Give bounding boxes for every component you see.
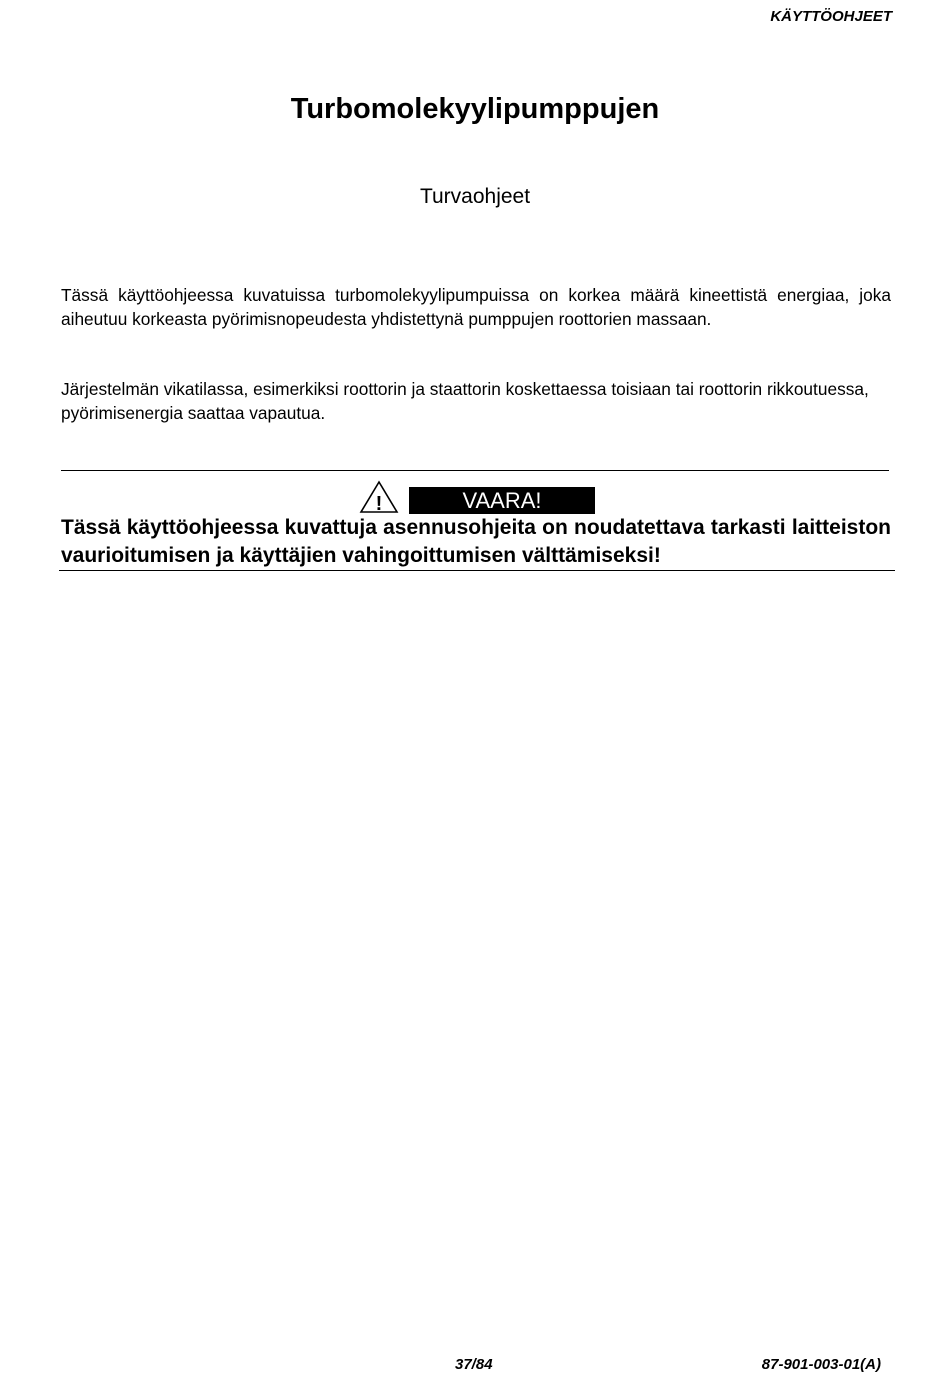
warning-text: Tässä käyttöohjeessa kuvattuja asennusohjeita on noudatettava tarkasti laitteiston vaurioitumisen ja käyttäjien vahingoittumisen välttämiseksi! bbox=[61, 516, 891, 567]
document-code: 87-901-003-01(A) bbox=[761, 1356, 881, 1373]
page-title: Turbomolekyylipumppujen bbox=[290, 93, 660, 125]
danger-label: VAARA! bbox=[409, 487, 595, 514]
page-subtitle: Turvaohjeet bbox=[419, 185, 531, 208]
svg-text:!: ! bbox=[375, 493, 383, 514]
warning-bottom-divider bbox=[59, 570, 895, 571]
intro-paragraph: Tässä käyttöohjeessa kuvatuissa turbomolekyylipumpuissa on korkea määrä kineettistä energiaa, joka aiheutuu korkeasta pyörimisnopeudesta yhdistettynä pumppujen roottorien massaan. bbox=[61, 285, 891, 329]
header-label: KÄYTTÖOHJEET bbox=[770, 8, 892, 25]
warning-top-divider bbox=[61, 470, 889, 471]
page-number: 37/84 bbox=[455, 1356, 493, 1373]
failure-paragraph: Järjestelmän vikatilassa, esimerkiksi roottorin ja staattorin koskettaessa toisiaan tai roottorin rikkoutuessa, pyörimisenergia saattaa vapautua. bbox=[61, 379, 869, 423]
warning-triangle-icon bbox=[359, 480, 399, 514]
